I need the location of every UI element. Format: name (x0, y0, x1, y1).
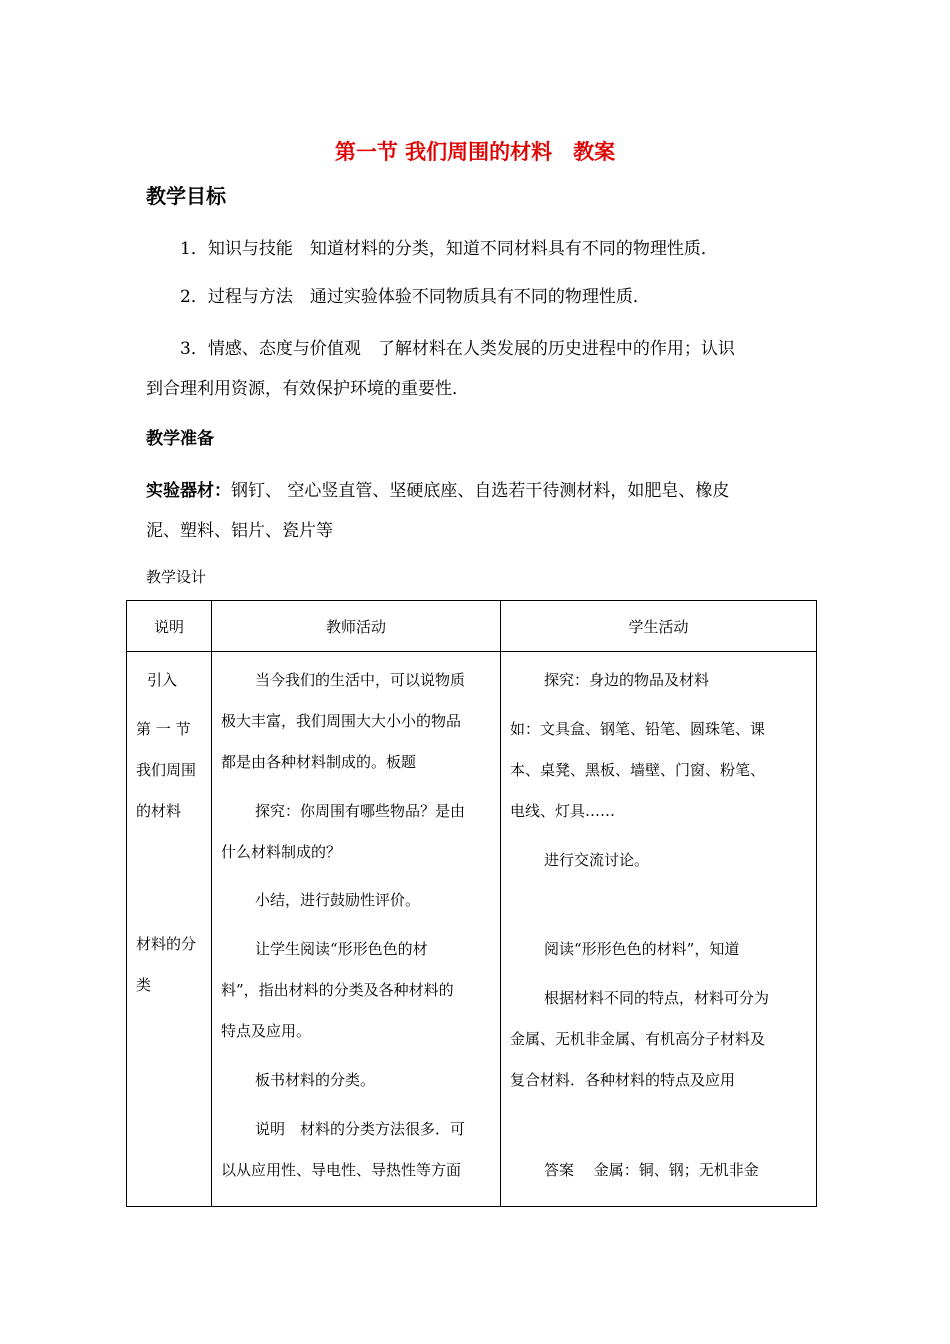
student-line: 电线、灯具…… (510, 802, 616, 820)
teacher-line: 说明 材料的分类方法很多．可 (255, 1120, 466, 1138)
explanation-line: 第 一 节 (136, 720, 191, 738)
teacher-line: 以从应用性、导电性、导热性等方面 (221, 1161, 462, 1179)
teacher-activity-cell (212, 652, 501, 1207)
equipment-label: 实验器材： (146, 481, 231, 501)
student-line: 阅读“形形色色的材料”，知道 (544, 940, 740, 958)
equipment-line-2: 泥、塑料、铝片、瓷片等 (146, 521, 333, 541)
teaching-design-table (126, 600, 817, 1207)
teacher-line: 让学生阅读“形形色色的材 (255, 940, 428, 958)
objective-1: 1．知识与技能 知道材料的分类，知道不同材料具有不同的物理性质． (180, 239, 718, 259)
teacher-line: 小结，进行鼓励性评价。 (255, 891, 421, 909)
document-title: 第一节 我们周围的材料 教案 (334, 140, 616, 164)
teacher-line: 当今我们的生活中，可以说物质 (255, 671, 466, 689)
objective-3: 3．情感、态度与价值观 了解材料在人类发展的历史进程中的作用；认识 (180, 339, 735, 359)
equipment-line-1 (146, 476, 729, 501)
student-line: 金属、无机非金属、有机高分子材料及 (510, 1030, 766, 1048)
table-body-row (127, 652, 817, 1207)
design-label: 教学设计 (146, 568, 207, 586)
section-heading-prep: 教学准备 (146, 429, 214, 449)
table-header-row (127, 601, 817, 652)
section-heading-objectives: 教学目标 (146, 184, 226, 208)
student-line: 进行交流讨论。 (544, 851, 650, 869)
explanation-line: 的材料 (136, 802, 182, 820)
teacher-line: 料”，指出材料的分类及各种材料的 (221, 981, 454, 999)
objective-2: 2．过程与方法 通过实验体验不同物质具有不同的物理性质． (180, 287, 650, 307)
explanation-line: 类 (136, 976, 152, 994)
explanation-line: 引入 (147, 671, 178, 689)
equipment-text: 钢钉、 空心竖直管、坚硬底座、自选若干待测材料，如肥皂、橡皮 (231, 481, 730, 501)
header-teacher-activity: 教师活动 (212, 601, 501, 652)
teacher-line: 什么材料制成的？ (221, 843, 342, 861)
student-line: 根据材料不同的特点，材料可分为 (544, 989, 770, 1007)
teacher-line: 探究：你周围有哪些物品？是由 (255, 802, 466, 820)
explanation-line: 材料的分 (136, 935, 197, 953)
explanation-cell (127, 652, 212, 1207)
student-line: 答案 金属：铜、钢；无机非金 (544, 1161, 759, 1179)
header-explanation: 说明 (127, 601, 212, 652)
teacher-line: 特点及应用。 (221, 1022, 312, 1040)
student-line: 如：文具盒、钢笔、铅笔、圆珠笔、课 (510, 720, 766, 738)
student-line: 探究：身边的物品及材料 (544, 671, 710, 689)
header-student-activity: 学生活动 (501, 601, 817, 652)
teacher-line: 都是由各种材料制成的。板题 (221, 753, 417, 771)
student-activity-cell (501, 652, 817, 1207)
objective-3-continued: 到合理利用资源，有效保护环境的重要性． (146, 379, 469, 399)
student-line: 本、桌凳、黑板、墙壁、门窗、粉笔、 (510, 761, 766, 779)
teacher-line: 板书材料的分类。 (255, 1071, 376, 1089)
student-line: 复合材料．各种材料的特点及应用 (510, 1071, 736, 1089)
teacher-line: 极大丰富，我们周围大大小小的物品 (221, 712, 462, 730)
explanation-line: 我们周围 (136, 761, 197, 779)
